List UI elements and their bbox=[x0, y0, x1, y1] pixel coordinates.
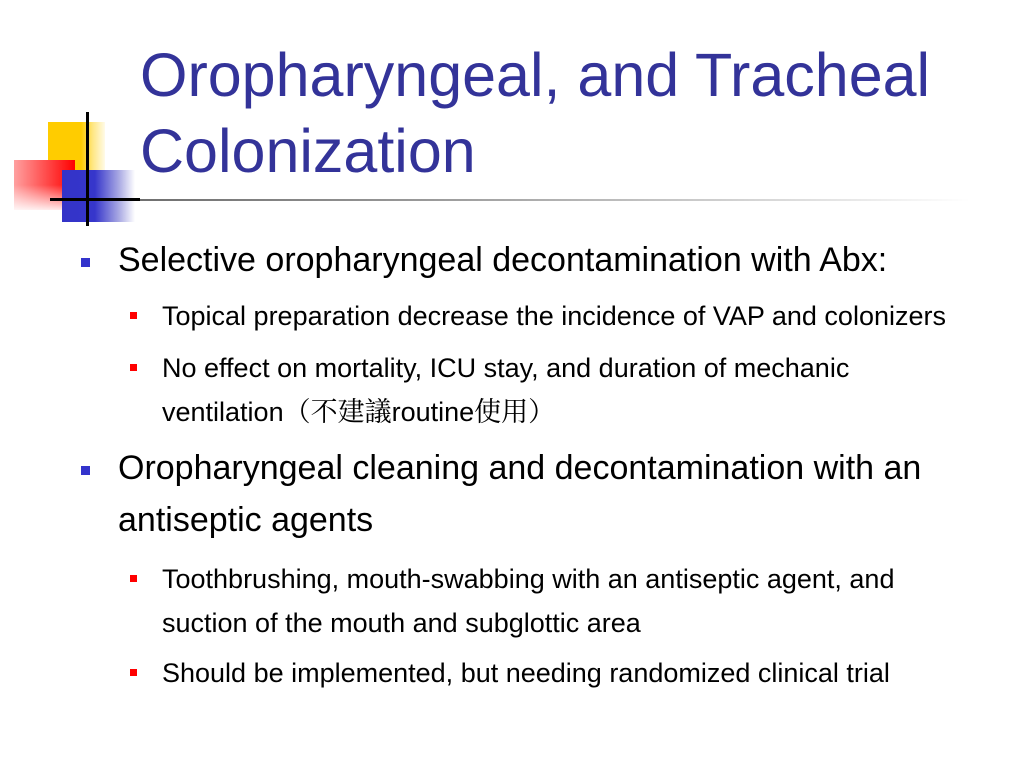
square-bullet-icon bbox=[81, 466, 90, 475]
decor-horizontal-line bbox=[50, 198, 140, 201]
sub-bullet-item bbox=[0, 346, 1024, 427]
bullet-item bbox=[0, 240, 1024, 279]
decor-vertical-line bbox=[86, 112, 89, 226]
sub-bullet-item bbox=[0, 557, 1024, 638]
square-bullet-icon bbox=[130, 312, 137, 319]
square-bullet-icon bbox=[81, 258, 90, 267]
slide-title: Oropharyngeal, and Tracheal Colonization bbox=[140, 41, 931, 185]
bullet-text: Oropharyngeal cleaning and decontamination with an antiseptic agents bbox=[118, 449, 922, 539]
sub-bullet-text: No effect on mortality, ICU stay, and duration of mechanic ventilation（不建議routine使用） bbox=[162, 353, 850, 427]
decor-blue-square bbox=[62, 170, 135, 222]
square-bullet-icon bbox=[130, 669, 137, 676]
sub-bullet-text: Topical preparation decrease the incidence of VAP and colonizers bbox=[162, 301, 946, 331]
sub-bullet-item bbox=[0, 300, 1024, 331]
square-bullet-icon bbox=[130, 364, 137, 371]
sub-bullet-text: Should be implemented, but needing randomized clinical trial bbox=[162, 658, 890, 688]
sub-bullet-text: Toothbrushing, mouth-swabbing with an antiseptic agent, and suction of the mouth and subglottic area bbox=[162, 564, 895, 638]
title-underline bbox=[140, 199, 970, 201]
bullet-item bbox=[0, 442, 1024, 539]
bullet-text: Selective oropharyngeal decontamination with Abx: bbox=[118, 241, 888, 279]
sub-bullet-item bbox=[0, 657, 1024, 688]
square-bullet-icon bbox=[130, 575, 137, 582]
